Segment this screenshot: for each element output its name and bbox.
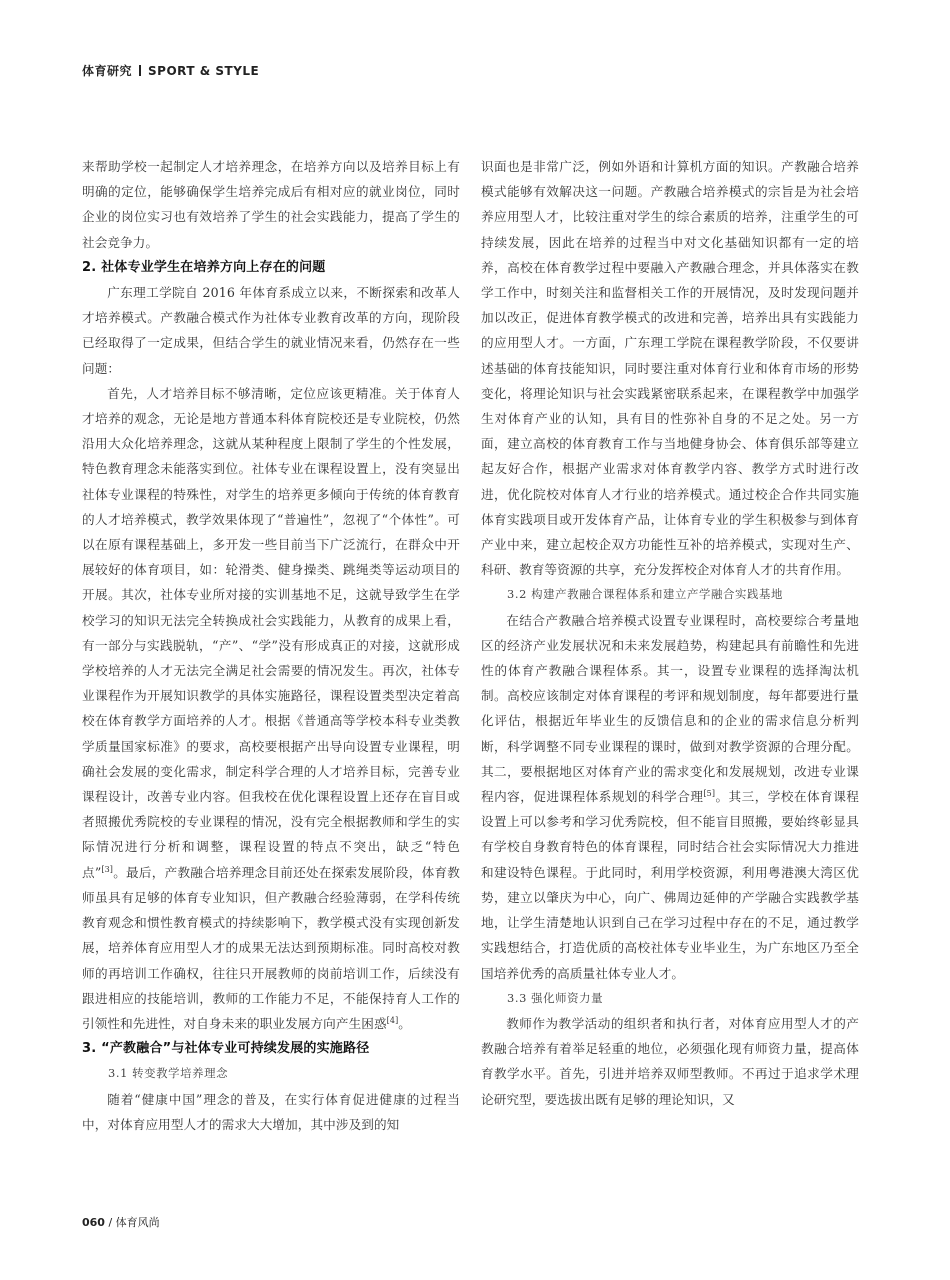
paragraph xyxy=(481,608,859,986)
paragraph-text: 首先，人才培养目标不够清晰，定位应该更精准。关于体育人才培养的观念，无论是地方普通本科体育院校还是专业院校，仍然沿用大众化培养理念，这就从某种程度上限制了学生的个性发展，特色教育理念未能落实到位。社体专业在课程设置上，没有突显出社体专业课程的特殊性，对学生的培养更多倾向于传统的体育教育的人才培养模式，教学效果体现了“普遍性”，忽视了“个体性”。可以在原有课程基础上，多开发一些目前当下广泛流行，在群众中开展较好的体育项目，如：轮滑类、健身操类、跳绳类等运动项目的开展。其次，社体专业所对接的实训基地不足，这就导致学生在学校学习的知识无法完全转换成社会实践能力，从教育的成果上看，有一部分与实践脱轨，“产”、“学”没有形成真正的对接，这就形成学校培养的人才无法完全满足社会需要的情况发生。再次，社体专业课程作为开展知识教学的具体实施路径，课程设置类型决定着高校在体育教学方面培养的人才。根据《普通高等学校本科专业类教学质量国家标准》的要求，高校要根据产出导向设置专业课程，明确社会发展的变化需求，制定科学合理的人才培养目标，完善专业课程设计，改善专业内容。但我校在优化课程设置上还存在盲目或者照搬优秀院校的专业课程的情况，没有完全根据教师和学生的实际情况进行分析和调整，课程设置的特点不突出，缺乏“特色点” xyxy=(82,385,460,880)
citation-ref: [3] xyxy=(101,864,114,874)
paragraph: 来帮助学校一起制定人才培养理念，在培养方向以及培养目标上有明确的定位，能够确保学生培养完成后有相对应的就业岗位，同时企业的岗位实习也有效培养了学生的社会实践能力，提高了学生的社会竞争力。 xyxy=(82,159,460,250)
section-heading-2: 2. 社体专业学生在培养方向上存在的问题 xyxy=(82,259,326,275)
header-section: 体育研究 xyxy=(82,64,133,78)
paragraph-text: 。最后，产教融合培养理念目前还处在探索发展阶段，体育教师虽具有足够的体育专业知识，但产教融合经验薄弱，在学科传统教育观念和惯性教育模式的持续影响下，教学模式没有实现创新发展，培养体育应用型人才的成果无法达到预期标准。同时高校对教师的再培训工作确权，往往只开展教师的岗前培训工作，后续没有跟进相应的技能培训，教师的工作能力不足，不能保持育人工作的引领性和先进性，对自身未来的职业发展方向产生困惑 xyxy=(82,864,460,1031)
paragraph: 随着“健康中国”理念的普及，在实行体育促进健康的过程当中，对体育应用型人才的需求大大增加，其中涉及到的知 xyxy=(82,1091,460,1132)
footer-journal: 体育风尚 xyxy=(115,1216,160,1229)
right-column xyxy=(481,154,859,1112)
header-divider xyxy=(139,65,141,76)
footer-separator: / xyxy=(104,1216,116,1229)
citation-ref: [5] xyxy=(703,789,716,799)
paragraph: 识面也是非常广泛，例如外语和计算机方面的知识。产教融合培养模式能够有效解决这一问题。产教融合培养模式的宗旨是为社会培养应用型人才，比较注重对学生的综合素质的培养，注重学生的可持续发展，因此在培养的过程当中对文化基础知识都有一定的培养，高校在体育教学过程中要融入产教融合理念，并具体落实在教学工作中，时刻关注和监督相关工作的开展情况，及时发现问题并加以改正，促进体育教学模式的改进和完善，培养出具有实践能力的应用型人才。一方面，广东理工学院在课程教学阶段，不仅要讲述基础的体育技能知识，同时要注重对体育行业和体育市场的形势变化，将理论知识与社会实践紧密联系起来，在课程教学中加强学生对体育产业的认知，具有目的性弥补自身的不足之处。另一方面，建立高校的体育教育工作与当地健身协会、体育俱乐部等建立起友好合作，根据产业需求对体育教学内容、教学方式时进行改进，优化院校对体育人才行业的培养模式。通过校企合作共同实施体育实践项目或开发体育产品，让体育专业的学生积极参与到体育产业中来，建立起校企双方功能性互补的培养模式，实现对生产、科研、教育等资源的共享，充分发挥校企对体育人才的共育作用。 xyxy=(481,159,859,578)
header-journal-en: SPORT & STYLE xyxy=(148,64,260,78)
left-column xyxy=(82,154,460,1137)
paragraph-text: 。其三，学校在体育课程设置上可以参考和学习优秀院校，但不能盲目照搬，要始终彰显具有学校自身教育特色的体育课程，同时结合社会实际情况大力推进和建设特色课程。于此同时，利用学校资源，利用粤港澳大湾区优势，建立以肇庆为中心，向广、佛周边延伸的产学融合实践教学基地，让学生清楚地认识到自己在学习过程中存在的不足，通过教学实践想结合，打造优质的高校社体专业毕业生，为广东地区乃至全国培养优秀的高质量社体专业人才。 xyxy=(481,789,860,981)
paragraph-text: 。 xyxy=(398,1015,411,1031)
running-header xyxy=(82,62,259,79)
subsection-heading-3-2: 3.2 构建产教融合课程体系和建立产学融合实践基地 xyxy=(507,587,783,602)
page-number: 060 xyxy=(82,1216,105,1229)
paragraph xyxy=(82,381,460,1036)
page-footer xyxy=(82,1214,160,1230)
paragraph: 广东理工学院自 2016 年体育系成立以来，不断探索和改革人才培养模式。产教融合模式作为社体专业教育改革的方向，现阶段已经取得了一定成果，但结合学生的就业情况来看，仍然存在一些问题： xyxy=(82,285,460,376)
paragraph-text: 在结合产教融合培养模式设置专业课程时，高校要综合考量地区的经济产业发展状况和未来发展趋势，构建起具有前瞻性和先进性的体育产教融合课程体系。其一，设置专业课程的选择淘汰机制。高校应该制定对体育课程的考评和规划制度，每年都要进行量化评估，根据近年毕业生的反馈信息和的企业的需求信息分析判断，科学调整不同专业课程的课时，做到对教学资源的合理分配。其二，要根据地区对体育产业的需求变化和发展规划，改进专业课程内容，促进课程体系规划的科学合理 xyxy=(481,612,859,805)
subsection-heading-3-3: 3.3 强化师资力量 xyxy=(507,990,604,1005)
paragraph: 教师作为教学活动的组织者和执行者，对体育应用型人才的产教融合培养有着举足轻重的地位，必须强化现有师资力量，提高体育教学水平。首先，引进并培养双师型教师。不再过于追求学术理论研究型，要选拔出既有足够的理论知识，又 xyxy=(481,1015,859,1107)
section-heading-3: 3. “产教融合”与社体专业可持续发展的实施路径 xyxy=(82,1041,370,1057)
citation-ref: [4] xyxy=(386,1015,399,1025)
subsection-heading-3-1: 3.1 转变教学培养理念 xyxy=(108,1066,229,1081)
